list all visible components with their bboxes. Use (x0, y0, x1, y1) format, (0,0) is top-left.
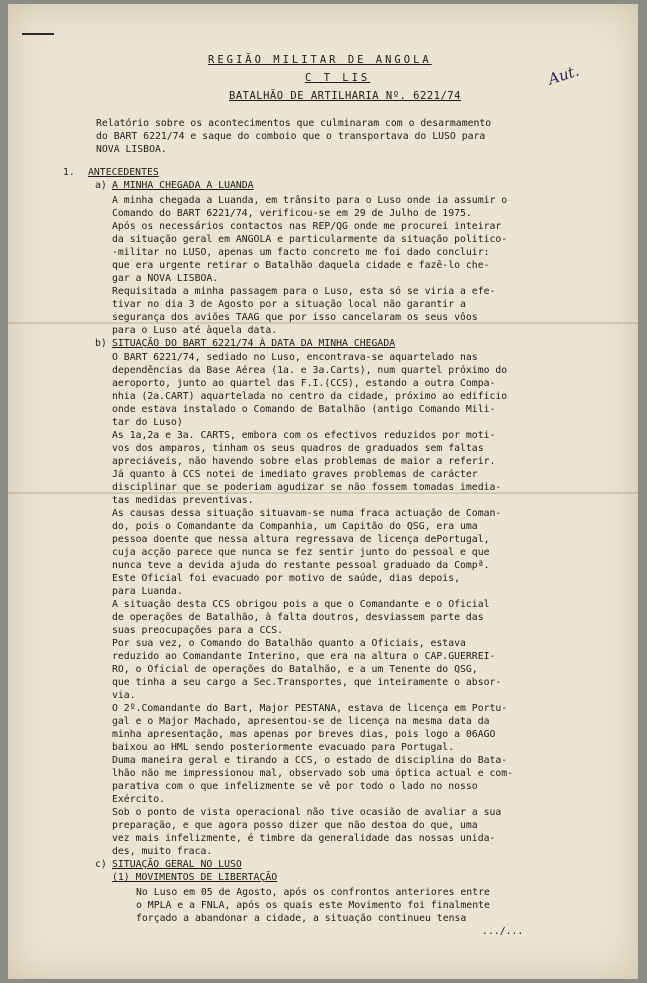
text-line: para o Luso até àquela data. (112, 325, 278, 336)
text-line: do, pois o Comandante da Companhia, um Capitão do QSG, era uma (112, 521, 478, 532)
text-line: tar do Luso) (112, 417, 183, 428)
text-line: aeroporto, junto ao quartel das F.I.(CCS), estando a outra Compa- (112, 378, 496, 389)
text-line: Por sua vez, o Comando do Batalhão quanto a Oficiais, estava (112, 638, 466, 649)
text-line: que era urgente retirar o Batalhão daquela cidade e fazê-lo che- (112, 260, 490, 271)
subsection-letter: c) (95, 859, 107, 870)
text-line: dependências da Base Aérea (1a. e 3a.Carts), num quartel próximo do (112, 365, 508, 376)
subsection-subtitle: (1) MOVIMENTOS DE LIBERTAÇÃO (112, 872, 278, 883)
subsection-title: SITUAÇÃO GERAL NO LUSO (112, 859, 242, 870)
text-line: preparação, e que agora posso dizer que não destoa do que, uma (112, 820, 478, 831)
text-line: o MPLA e a FNLA, após os quais este Movimento foi finalmente (136, 900, 490, 911)
text-line: que tinha a seu cargo a Sec.Transportes, que inteiramente o absor- (112, 677, 502, 688)
text-line: nhia (2a.CART) aquartelada no centro da cidade, próximo ao edificio (112, 391, 508, 402)
text-line: disciplinar que se poderiam agudizar se não fossem tomadas imedia- (112, 482, 502, 493)
text-line: minha apresentação, mas apenas por breves dias, pois logo a 06AGO (112, 729, 496, 740)
handwritten-signature: Aut. (545, 61, 582, 89)
text-line: forçado a abandonar a cidade, a situação continueu tensa (136, 913, 467, 924)
header-unit: C T LIS (305, 72, 371, 84)
text-line: Este Oficial foi evacuado por motivo de saúde, dias depois, (112, 573, 460, 584)
section-number: 1. (63, 167, 75, 178)
intro-line: NOVA LISBOA. (96, 144, 167, 155)
header-region: REGIÃO MILITAR DE ANGOLA (208, 54, 432, 66)
text-line: vez mais infelizmente, é timbre da generalidade das nossas unida- (112, 833, 496, 844)
text-line: reduzido ao Comandante Interino, que era na altura o CAP.GUERREI- (112, 651, 496, 662)
text-line: onde estava instalado o Comando de Batalhão (antigo Comando Mili- (112, 404, 496, 415)
subsection-letter: b) (95, 338, 107, 349)
subsection-title: SITUAÇÃO DO BART 6221/74 À DATA DA MINHA CHEGADA (112, 338, 396, 349)
text-line: -militar no LUSO, apenas um facto concreto me foi dado concluir: (112, 247, 490, 258)
text-line: Exército. (112, 794, 166, 805)
text-line: RO, o Oficial de operações do Batalhão, e a um Tenente do QSG, (112, 664, 478, 675)
text-line: parativa com o que infelizmente se vê por todo o lado no nosso (112, 781, 478, 792)
text-line: lhão não me impressionou mal, observado sob uma óptica actual e com- (112, 768, 514, 779)
document-page (8, 4, 638, 979)
text-line: Após os necessários contactos nas REP/QG onde me procurei inteirar (112, 221, 502, 232)
text-line: Duma maneira geral e tirando a CCS, o estado de disciplina do Bata- (112, 755, 508, 766)
text-line: gar a NOVA LISBOA. (112, 273, 219, 284)
intro-line: do BART 6221/74 e saque do comboio que o transportava do LUSO para (96, 131, 486, 142)
text-line: No Luso em 05 de Agosto, após os confrontos anteriores entre (136, 887, 490, 898)
section-title: ANTECEDENTES (88, 167, 159, 178)
text-line: tas medidas preventivas. (112, 495, 254, 506)
text-line: cuja acção parece que nunca se fez sentir junto do pessoal e que (112, 547, 490, 558)
text-line: des, muito fraca. (112, 846, 213, 857)
text-line: baixou ao HML sendo posteriormente evacuado para Portugal. (112, 742, 455, 753)
text-line: Já quanto à CCS notei de imediato graves problemas de carácter (112, 469, 478, 480)
text-line: A situação desta CCS obrigou pois a que o Comandante e o Oficial (112, 599, 490, 610)
corner-dash-mark (22, 33, 54, 35)
text-line: As 1a,2a e 3a. CARTS, embora com os efectivos reduzidos por moti- (112, 430, 496, 441)
text-line: Requisitada a minha passagem para o Luso, esta só se viria a efe- (112, 286, 496, 297)
continued-marker: .../... (482, 926, 524, 937)
text-line: para Luanda. (112, 586, 183, 597)
text-line: de operações de Batalhão, à falta doutros, desviassem parte das (112, 612, 484, 623)
text-line: O BART 6221/74, sediado no Luso, encontrava-se aquartelado nas (112, 352, 478, 363)
text-line: Comando do BART 6221/74, verificou-se em 29 de Julho de 1975. (112, 208, 472, 219)
body-c1 (136, 886, 596, 925)
body-a (112, 194, 572, 337)
text-line: nunca teve a devida ajuda do restante pessoal graduado da Compª. (112, 560, 490, 571)
header-battalion: BATALHÃO DE ARTILHARIA Nº. 6221/74 (229, 90, 461, 102)
text-line: As causas dessa situação situavam-se numa fraca actuação de Coman- (112, 508, 502, 519)
text-line: Sob o ponto de vista operacional não tive ocasião de avaliar a sua (112, 807, 502, 818)
text-line: pessoa doente que nessa altura regressava de licença dePortugal, (112, 534, 490, 545)
subsection-title: A MINHA CHEGADA A LUANDA (112, 180, 254, 191)
body-b (112, 351, 572, 858)
text-line: apreciáveis, não havendo sobre elas problemas de maior a referir. (112, 456, 496, 467)
text-line: suas preocupações para a CCS. (112, 625, 284, 636)
text-line: tivar no dia 3 de Agosto por a situação local não garantir a (112, 299, 466, 310)
intro-line: Relatório sobre os acontecimentos que culminaram com o desarmamento (96, 118, 492, 129)
text-line: A minha chegada a Luanda, em trânsito para o Luso onde ia assumir o (112, 195, 508, 206)
text-line: segurança dos aviões TAAG que por isso cancelaram os seus vôos (112, 312, 478, 323)
subsection-letter: a) (95, 180, 107, 191)
text-line: vos dos amparos, tinham os seus quadros de graduados sem faltas (112, 443, 484, 454)
text-line: gal e o Major Machado, apresentou-se de licença na mesma data da (112, 716, 490, 727)
text-line: via. (112, 690, 136, 701)
text-line: O 2º.Comandante do Bart, Major PESTANA, estava de licença em Portu- (112, 703, 508, 714)
text-line: da situação geral em ANGOLA e particularmente da situação politico- (112, 234, 508, 245)
